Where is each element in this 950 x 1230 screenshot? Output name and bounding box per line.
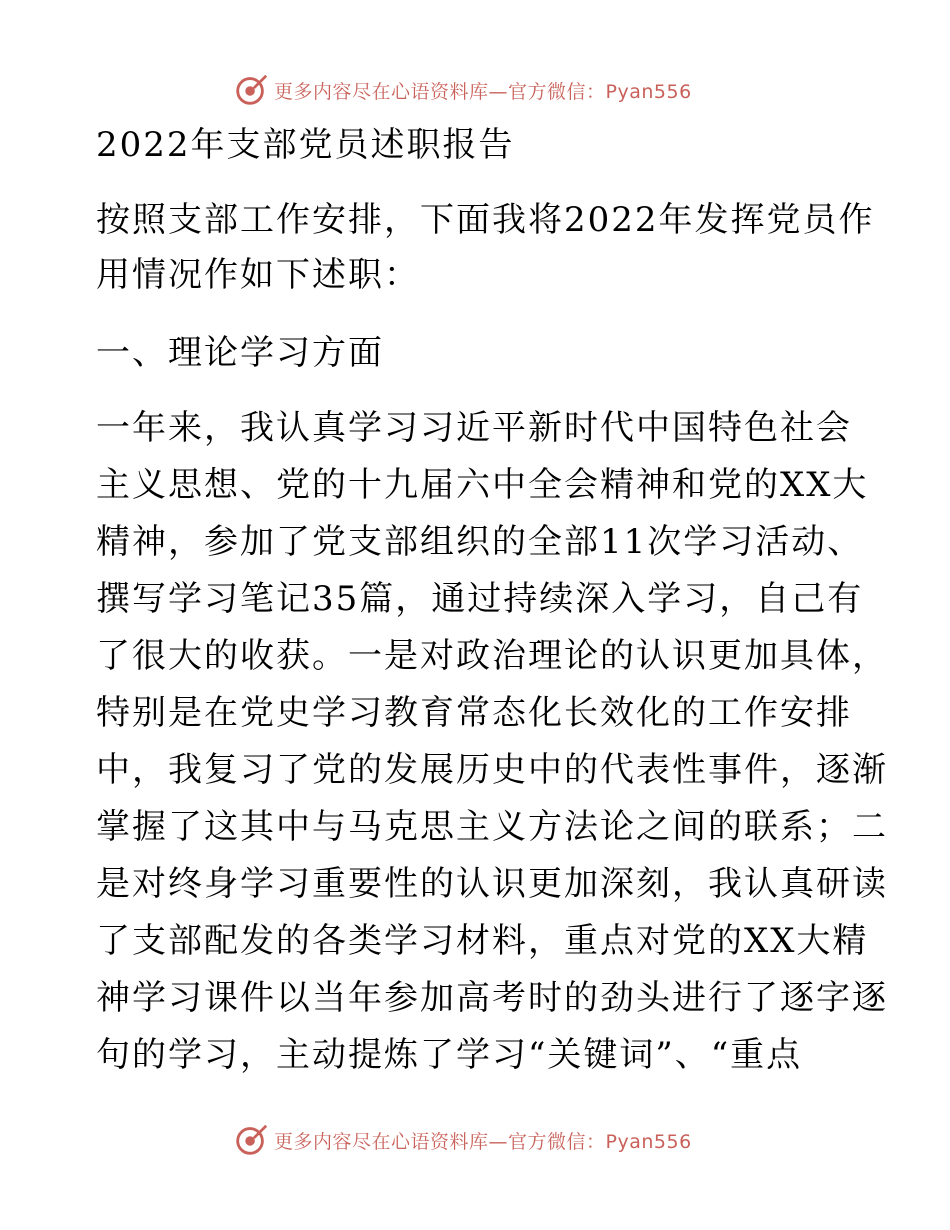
paragraph-line: 特别是在党史学习教育常态化长效化的工作安排 xyxy=(96,693,852,733)
paragraph-line: 用情况作如下述职： xyxy=(96,255,420,295)
pen-logo-icon xyxy=(232,1121,270,1159)
paragraph-line: 神学习课件以当年参加高考时的劲头进行了逐字逐 xyxy=(96,978,888,1018)
document-title: 2022年支部党员述职报告 xyxy=(96,125,515,165)
paragraph-line: 是对终身学习重要性的认识更加深刻，我认真研读 xyxy=(96,864,888,904)
footer-banner xyxy=(232,1120,692,1160)
header-banner xyxy=(232,70,692,110)
paragraph-line: 主义思想、党的十九届六中全会精神和党的XX大 xyxy=(96,465,869,505)
pen-logo-icon xyxy=(232,71,270,109)
section-heading: 一、理论学习方面 xyxy=(96,333,384,373)
paragraph-line: 按照支部工作安排，下面我将2022年发挥党员作 xyxy=(96,200,875,240)
paragraph-line: 掌握了这其中与马克思主义方法论之间的联系；二 xyxy=(96,807,888,847)
header-banner-text: 更多内容尽在心语资料库—官方微信：Pyan556 xyxy=(274,80,692,103)
paragraph-line: 了很大的收获。一是对政治理论的认识更加具体， xyxy=(96,636,888,676)
paragraph-line: 了支部配发的各类学习材料，重点对党的XX大精 xyxy=(96,921,869,961)
paragraph-line: 撰写学习笔记35篇，通过持续深入学习，自己有 xyxy=(96,579,864,619)
footer-banner-text: 更多内容尽在心语资料库—官方微信：Pyan556 xyxy=(274,1130,692,1153)
paragraph-line: 一年来，我认真学习习近平新时代中国特色社会 xyxy=(96,408,852,448)
paragraph-line: 中，我复习了党的发展历史中的代表性事件，逐渐 xyxy=(96,750,888,790)
paragraph-line: 精神，参加了党支部组织的全部11次学习活动、 xyxy=(96,522,864,562)
paragraph-line: 句的学习，主动提炼了学习“关键词”、“重点 xyxy=(96,1035,803,1075)
